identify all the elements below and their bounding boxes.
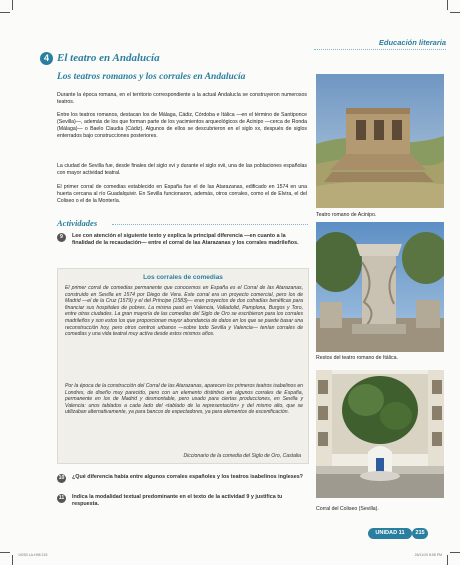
page-number: 215 [412, 528, 428, 539]
reading-box [57, 268, 309, 464]
photo-italica-caption: Restos del teatro romano de Itálica. [316, 355, 398, 361]
photo-acinipo-caption: Teatro romano de Acinipo. [316, 212, 377, 218]
activities-title: Actividades [57, 218, 98, 228]
crop-mark [12, 0, 13, 10]
photo-coliseo [316, 370, 444, 498]
activities-rule [112, 224, 308, 225]
section-subtitle: Los teatros romanos y los corrales en Andalucía [57, 72, 246, 82]
print-slug-left: 19253 LA-H98 215 [18, 553, 48, 557]
question-11-number: 11 [58, 495, 65, 501]
reading-box-paragraph-1: El primer corral de comedias permanente que conocemos en España es el Corral de las Atarazanas, construido en Sevilla en 1574 por Diego de Vera. Este corral era un proyecto comercial, pero los de Madrid —el de la Cruz (1579) y el del Príncipe (1583)— eran proyectos de dos cofradías benéficas para financiar sus hospitales de pobres. La misma pasó en Valencia, Valladolid, Pamplona, Burgos y Toro, entre otras ciudades. La gran mayoría de las comedias del Siglo de Oro se escribieron para los corrales madrileños y son estos los que proporcionan mayor abundancia de datos en los que se puede basar una reconstrucción hoy, pero otros centros urbanos —sobre todo Sevilla y Valencia— tenían corrales de comedias y una vida teatral muy activa desde estos mismos años. [65, 285, 303, 338]
reading-box-source: Diccionario de la comedia del Siglo de Oro, Castalia [183, 453, 301, 459]
photo-italica [316, 222, 444, 352]
crop-mark [0, 552, 10, 553]
paragraph-intro: Durante la época romana, en el territorio correspondiente a la actual Andalucía se construyeron numerosos teatros. [57, 92, 307, 105]
reading-box-paragraph-2: Por la época de la construcción del Corral de las Atarazanas, aparecen los primeros teatros isabelinos en Londres, de diseño muy parecido, pero con un elemento distintivo en algunos corrales de España, permanente en los de Madrid y desmontable, pero usado para ciertas producciones, en Sevilla y Valencia: unos tablados a cada lado del «tablado de la representación» y del mismo alto, que se utilizaban alternativamente, ya para bancos de espectadores, ya para elementos de escenificación. [65, 383, 303, 416]
crop-mark [447, 555, 448, 565]
running-head: Educación literaria [378, 38, 446, 47]
question-10-number: 10 [58, 475, 65, 481]
crop-mark [12, 555, 13, 565]
question-10-text: ¿Qué diferencia había entre algunos corrales españoles y los teatros isabelinos ingleses? [72, 474, 303, 480]
paragraph-sevilla: La ciudad de Sevilla fue, desde finales del siglo xvi y durante el siglo xvii, una de las poblaciones españolas con mayor actividad teatral. [57, 163, 307, 176]
reading-box-title: Los corrales de comedias [143, 274, 223, 281]
crop-mark [0, 12, 10, 13]
photo-coliseo-caption: Corral del Coliseo (Sevilla). [316, 506, 379, 512]
crop-mark [447, 0, 448, 10]
unit-badge: UNIDAD 11 [368, 528, 412, 539]
question-9-number: 9 [57, 233, 66, 242]
paragraph-roman-theatres: Entre los teatros romanos, destacan los de Málaga, Cádiz, Córdoba e Itálica —en el término de Santiponce (Sevilla)—, además de los que forman parte de los yacimientos arqueológicos de Acinipo —cerca de Ronda (Málaga)— o Baelo Claudia (Cádiz). Algunos de ellos se descubrieron en el siglo xx, después de siglos enterrados bajo construcciones posteriores. [57, 112, 307, 139]
question-11-text: Indica la modalidad textual predominante en el texto de la actividad 9 y justifica tu respuesta. [72, 494, 283, 507]
crop-mark [450, 552, 460, 553]
crop-mark [450, 12, 460, 13]
question-9-text: Lee con atención el siguiente texto y explica la principal diferencia —en cuanto a la finalidad de la recaudación— entre el corral de las Atarazanas y los corrales madrileños. [72, 233, 299, 246]
section-title: El teatro en Andalucía [57, 52, 160, 64]
print-slug-right: 26/11/20 8:58 PM [414, 553, 442, 557]
photo-acinipo [316, 74, 444, 208]
paragraph-atarazanas: El primer corral de comedias establecido en España fue el de las Atarazanas, edificado en 1574 en una huerta cercana al río Guadalquivir. En Sevilla funcionaron, además, otros corrales, como el de Elvira, el del Coliseo o el de la Montería. [57, 184, 307, 204]
section-number-badge: 4 [40, 52, 53, 65]
running-head-rule [314, 49, 446, 50]
